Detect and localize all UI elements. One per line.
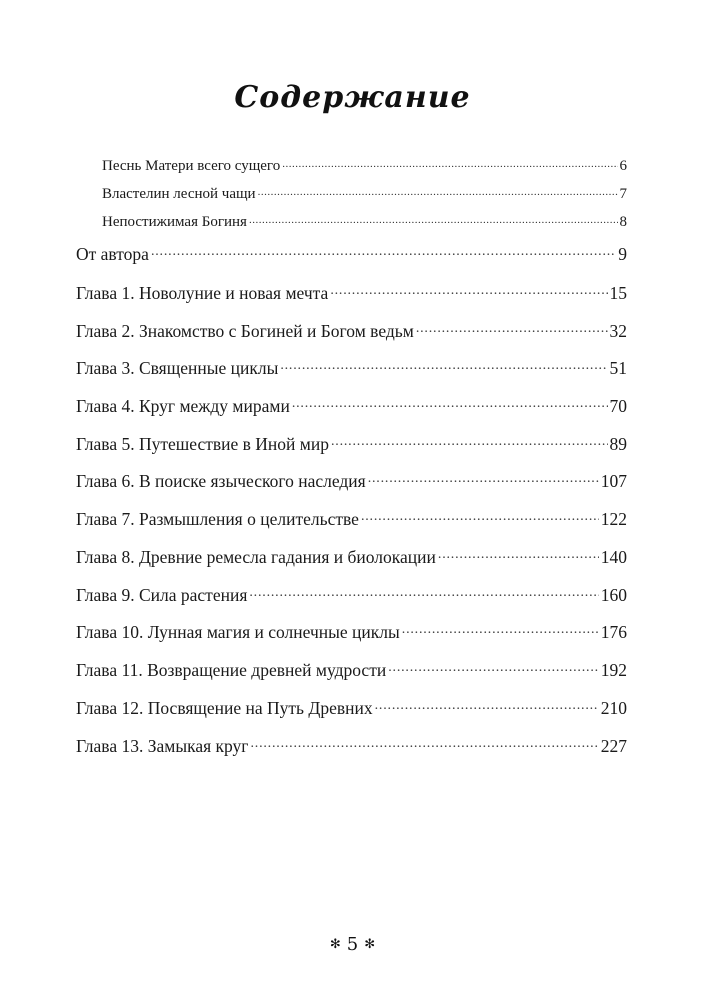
toc-entry-label: Глава 7. Размышления о целительстве [76, 508, 359, 529]
toc-entry-label: Глава 10. Лунная магия и солнечные циклы [76, 621, 400, 642]
ornament-icon: ✻ [329, 937, 341, 952]
toc-entry-label: От автора [76, 243, 149, 264]
toc-entry-label: Глава 2. Знакомство с Богиней и Богом ведьм [76, 320, 414, 341]
toc-entry [76, 394, 627, 417]
dot-leader [292, 394, 608, 412]
toc-entry-label: Глава 12. Посвящение на Путь Древних [76, 697, 373, 718]
toc-entry-page: 70 [609, 395, 627, 416]
dot-leader [249, 583, 598, 601]
dot-leader [250, 734, 598, 752]
dot-leader [330, 281, 607, 299]
page-number: 5 [346, 934, 359, 955]
dot-leader [438, 545, 599, 563]
dot-leader [282, 155, 617, 170]
toc-entry-page: 140 [600, 546, 627, 567]
toc-entry [76, 583, 627, 606]
toc-entry-page: 32 [609, 320, 627, 341]
toc-entry-page: 15 [609, 282, 627, 303]
dot-leader [416, 319, 608, 337]
toc-entry-page: 6 [619, 158, 627, 174]
toc-entry [76, 696, 627, 719]
toc-entry-label: Непостижимая Богиня [102, 214, 247, 230]
toc-entry-label: Глава 6. В поиске языческого наследия [76, 470, 366, 491]
toc-entry-label: Глава 13. Замыкая круг [76, 735, 249, 756]
toc-entry-label: Властелин лесной чащи [102, 186, 256, 202]
toc-sub-entry [102, 183, 627, 203]
ornament-icon: ✻ [364, 937, 376, 952]
toc-entry-page: 122 [600, 508, 627, 529]
dot-leader [375, 696, 599, 714]
page-number-footer [0, 934, 705, 955]
dot-leader [151, 242, 616, 260]
toc-entry-page: 192 [600, 659, 627, 680]
dot-leader [368, 469, 599, 487]
toc-entry-page: 7 [619, 186, 627, 202]
dot-leader [402, 620, 599, 638]
toc-entry [76, 658, 627, 681]
toc-entry-page: 8 [619, 214, 627, 230]
toc-entry-label: Глава 1. Новолуние и новая мечта [76, 282, 329, 303]
toc-entry-page: 51 [609, 357, 627, 378]
dot-leader [249, 211, 618, 226]
dot-leader [258, 183, 618, 198]
toc-entry [76, 356, 627, 379]
toc-entry-page: 176 [600, 621, 627, 642]
toc-sub-entry [102, 155, 627, 175]
toc-entry-label: Глава 5. Путешествие в Иной мир [76, 433, 329, 454]
toc-entry-page: 160 [600, 584, 627, 605]
toc-entry [76, 545, 627, 568]
toc-entry-page: 210 [600, 697, 627, 718]
toc-entry [76, 281, 627, 304]
toc-entry [76, 319, 627, 342]
toc-entry-page: 9 [618, 243, 627, 264]
toc-entry-label: Глава 8. Древние ремесла гадания и биолокации [76, 546, 436, 567]
toc-entry-label: Глава 11. Возвращение древней мудрости [76, 659, 387, 680]
dot-leader [280, 356, 607, 374]
toc-entry-label: Глава 3. Священные циклы [76, 357, 279, 378]
toc-entry [76, 620, 627, 643]
toc-entry-label: Глава 9. Сила растения [76, 584, 248, 605]
toc-entry [76, 242, 627, 265]
dot-leader [388, 658, 599, 676]
toc-entry [76, 432, 627, 455]
dot-leader [361, 507, 599, 525]
toc-entry-label: Песнь Матери всего сущего [102, 158, 281, 174]
toc-entry [76, 734, 627, 757]
toc-entry [76, 507, 627, 530]
dot-leader [331, 432, 608, 450]
toc-entry-label: Глава 4. Круг между мирами [76, 395, 290, 416]
page-title: Содержание [234, 80, 471, 115]
toc-entry-page: 227 [600, 735, 627, 756]
toc-entry-page: 89 [609, 433, 627, 454]
toc-sub-entry [102, 211, 627, 231]
toc-entry [76, 469, 627, 492]
toc-entry-page: 107 [600, 470, 627, 491]
